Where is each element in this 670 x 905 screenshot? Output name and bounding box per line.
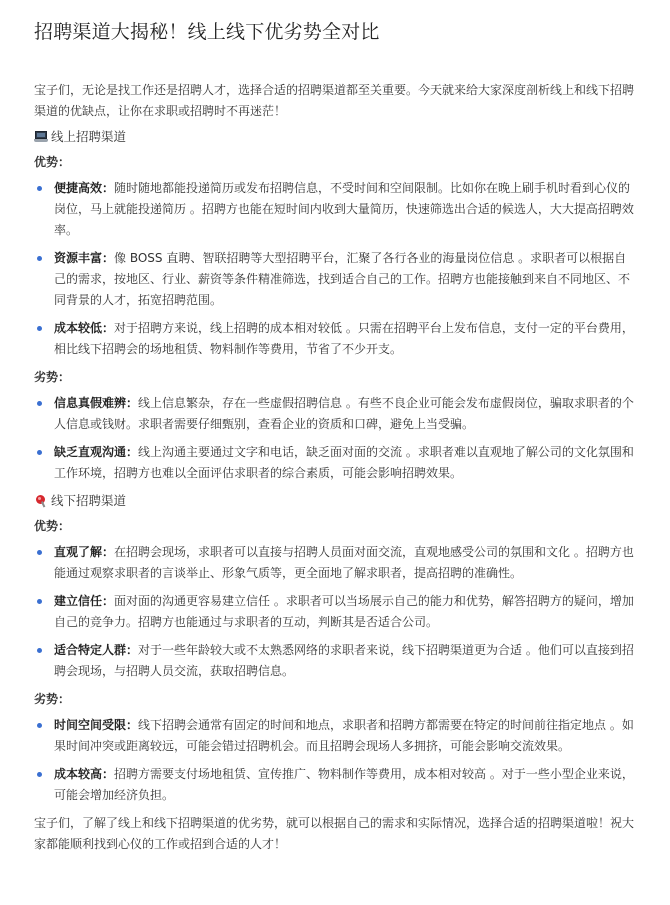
list-item [34,591,636,633]
online-cons-list [34,393,636,484]
page-title: 招聘渠道大揭秘！线上线下优劣势全对比 [34,21,380,43]
list-item-term: 信息真假难辨： [54,396,139,410]
list-item [34,640,636,682]
list-item-text: 线上沟通主要通过文字和电话，缺乏面对面的交流 。求职者难以直观地了解公司的文化氛围和工作环境，招聘方也难以全面评估求职者的综合素质，可能会影响招聘效果。 [54,445,634,480]
online-pros-label: 优势： [34,155,71,169]
list-item [34,318,636,360]
list-item [34,178,636,241]
list-item-text: 随时随地都能投递简历或发布招聘信息，不受时间和空间限制。比如你在晚上刷手机时看到心仪的岗位，马上就能投递简历 。招聘方也能在短时间内收到大量简历，快速筛选出合适的候选人，大大提高招聘效率。 [54,181,634,237]
list-item [34,248,636,311]
bullet-dot [37,599,42,604]
list-item-term: 时间空间受限： [54,718,139,732]
online-pros-list [34,178,636,360]
offline-pros-list [34,542,636,682]
online-cons-label: 劣势： [34,370,71,384]
list-item-term: 直观了解： [54,545,115,559]
online-heading-label: 线上招聘渠道 [51,129,127,144]
list-item [34,764,636,806]
list-item [34,442,636,484]
laptop-icon [34,131,48,143]
intro-paragraph: 宝子们，无论是找工作还是招聘人才，选择合适的招聘渠道都至关重要。今天就来给大家深度剖析线上和线下招聘渠道的优缺点，让你在求职或招聘时不再迷茫！ [34,83,635,118]
list-item-term: 建立信任： [54,594,115,608]
list-item-text: 招聘方需要支付场地租赁、宣传推广、物料制作等费用，成本相对较高 。对于一些小型企业来说，可能会增加经济负担。 [54,767,634,802]
list-item-text: 像 BOSS 直聘、智联招聘等大型招聘平台，汇聚了各行各业的海量岗位信息 。求职者可以根据自己的需求，按地区、行业、薪资等条件精准筛选，找到适合自己的工作。招聘方也能接触到来自不同地区、不同背景的人才，拓宽招聘范围。 [54,251,631,307]
bullet-dot [37,186,42,191]
bullet-dot [37,256,42,261]
list-item-text: 对于一些年龄较大或不太熟悉网络的求职者来说，线下招聘渠道更为合适 。他们可以直接到招聘会现场，与招聘人员交流，获取招聘信息。 [54,643,634,678]
list-item-term: 适合特定人群： [54,643,139,657]
list-item-text: 对于招聘方来说，线上招聘的成本相对较低 。只需在招聘平台上发布信息，支付一定的平台费用，相比线下招聘会的场地租赁、物料制作等费用，节省了不少开支。 [54,321,634,356]
offline-heading-label: 线下招聘渠道 [51,493,127,508]
bullet-dot [37,326,42,331]
offline-section-heading [34,491,636,511]
list-item [34,393,636,435]
offline-cons-list [34,715,636,806]
list-item-term: 便捷高效： [54,181,115,195]
list-item [34,542,636,584]
list-item-term: 缺乏直观沟通： [54,445,139,459]
bullet-dot [37,550,42,555]
bullet-dot [37,772,42,777]
list-item-term: 成本较高： [54,767,115,781]
list-item-text: 在招聘会现场，求职者可以直接与招聘人员面对面交流，直观地感受公司的氛围和文化 。招聘方也能通过观察求职者的言谈举止、形象气质等，更全面地了解求职者，提高招聘的准确性。 [54,545,634,580]
list-item-term: 成本较低： [54,321,115,335]
list-item [34,715,636,757]
bullet-dot [37,450,42,455]
online-section-heading [34,127,636,147]
list-item-text: 面对面的沟通更容易建立信任 。求职者可以当场展示自己的能力和优势，解答招聘方的疑问，增加自己的竞争力。招聘方也能通过与求职者的互动，判断其是否适合公司。 [54,594,634,629]
offline-cons-label: 劣势： [34,692,71,706]
bullet-dot [37,648,42,653]
offline-pros-label: 优势： [34,519,71,533]
bullet-dot [37,401,42,406]
closing-paragraph: 宝子们，了解了线上和线下招聘渠道的优劣势，就可以根据自己的需求和实际情况，选择合适的招聘渠道啦！祝大家都能顺利找到心仪的工作或招到合适的人才！ [34,816,635,851]
pushpin-icon [34,495,48,507]
list-item-text: 线上信息繁杂，存在一些虚假招聘信息 。有些不良企业可能会发布虚假岗位，骗取求职者的个人信息或钱财。求职者需要仔细甄别，查看企业的资质和口碑，避免上当受骗。 [54,396,634,431]
list-item-term: 资源丰富： [54,251,115,265]
list-item-text: 线下招聘会通常有固定的时间和地点，求职者和招聘方都需要在特定的时间前往指定地点 。如果时间冲突或距离较远，可能会错过招聘机会。而且招聘会现场人多拥挤，可能会影响交流效果。 [54,718,634,753]
bullet-dot [37,723,42,728]
